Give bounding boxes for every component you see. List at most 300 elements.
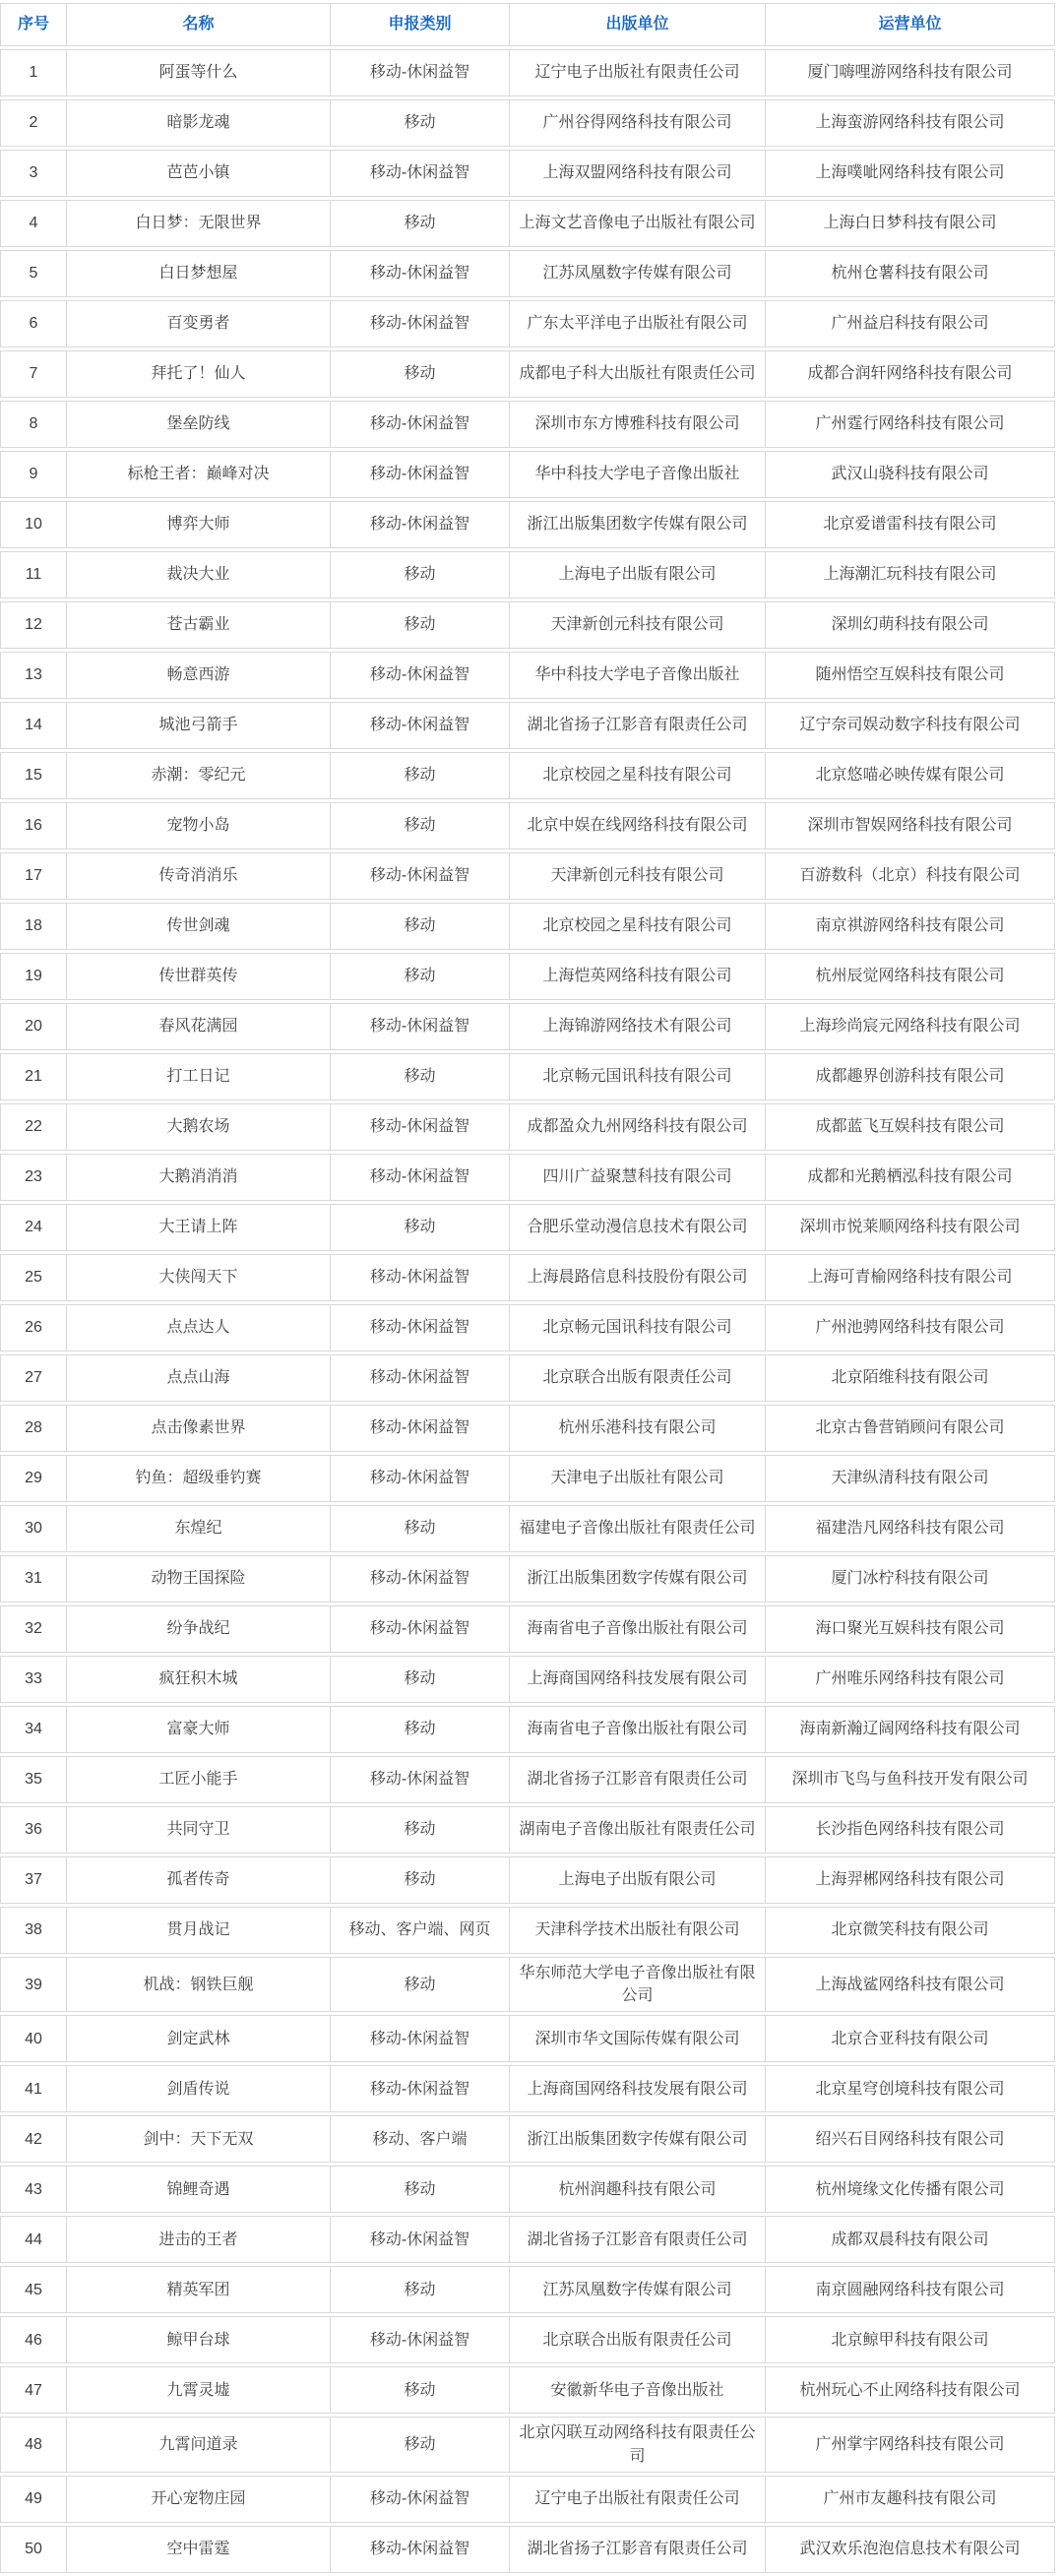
cell-publisher: 浙江出版集团数字传媒有限公司 [510,501,766,548]
cell-publisher: 四川广益聚慧科技有限公司 [510,1154,766,1201]
cell-category: 移动-休闲益智 [331,1555,510,1602]
col-header-publisher: 出版单位 [510,3,766,46]
cell-operator: 南京祺游网络科技有限公司 [766,903,1055,950]
cell-operator: 海口聚光互娱科技有限公司 [766,1605,1055,1653]
cell-category: 移动-休闲益智 [331,1154,510,1201]
cell-index: 10 [0,501,67,548]
cell-category: 移动-休闲益智 [331,652,510,699]
cell-publisher: 浙江出版集团数字传媒有限公司 [510,2115,766,2163]
cell-operator: 成都双晨科技有限公司 [766,2216,1055,2263]
cell-publisher: 北京联合出版有限责任公司 [510,1354,766,1402]
cell-operator: 广州掌宇网络科技有限公司 [766,2417,1055,2472]
cell-index: 21 [0,1053,67,1100]
cell-publisher: 成都盈众九州网络科技有限公司 [510,1103,766,1151]
cell-category: 移动-休闲益智 [331,2015,510,2062]
cell-index: 45 [0,2266,67,2313]
cell-operator: 武汉欢乐泡泡信息技术有限公司 [766,2526,1055,2573]
cell-index: 46 [0,2316,67,2363]
cell-publisher: 辽宁电子出版社有限责任公司 [510,49,766,96]
table-row [0,1806,1055,1853]
cell-category: 移动-休闲益智 [331,451,510,498]
cell-index: 16 [0,802,67,849]
cell-index: 12 [0,601,67,649]
cell-operator: 成都趣界创游科技有限公司 [766,1053,1055,1100]
cell-publisher: 北京畅元国讯科技有限公司 [510,1053,766,1100]
cell-category: 移动 [331,99,510,147]
cell-index: 40 [0,2015,67,2062]
cell-publisher: 天津新创元科技有限公司 [510,601,766,649]
table-row [0,1555,1055,1602]
cell-index: 5 [0,250,67,297]
cell-index: 28 [0,1405,67,1452]
cell-operator: 成都蓝飞互娱科技有限公司 [766,1103,1055,1151]
cell-name: 空中雷霆 [67,2526,331,2573]
table-row [0,2065,1055,2112]
cell-name: 锦鲤奇遇 [67,2166,331,2213]
cell-index: 20 [0,1003,67,1050]
cell-operator: 武汉山骁科技有限公司 [766,451,1055,498]
cell-name: 东煌纪 [67,1505,331,1552]
table-row [0,1856,1055,1904]
cell-operator: 杭州辰觉网络科技有限公司 [766,953,1055,1000]
cell-operator: 北京爱谱雷科技有限公司 [766,501,1055,548]
cell-index: 34 [0,1706,67,1753]
cell-publisher: 北京中娱在线网络科技有限公司 [510,802,766,849]
table-row [0,1254,1055,1301]
cell-publisher: 天津电子出版社有限公司 [510,1455,766,1502]
table-row [0,551,1055,598]
cell-operator: 广州唯乐网络科技有限公司 [766,1656,1055,1703]
table-row [0,350,1055,398]
cell-operator: 上海珍尚宸元网络科技有限公司 [766,1003,1055,1050]
cell-publisher: 上海双盟网络科技有限公司 [510,150,766,197]
cell-index: 47 [0,2366,67,2414]
table-row [0,1907,1055,1954]
cell-index: 26 [0,1304,67,1351]
cell-category: 移动-休闲益智 [331,1405,510,1452]
cell-publisher: 深圳市东方博雅科技有限公司 [510,401,766,448]
cell-category: 移动 [331,1706,510,1753]
cell-publisher: 上海恺英网络科技有限公司 [510,953,766,1000]
cell-publisher: 广州谷得网络科技有限公司 [510,99,766,147]
cell-index: 15 [0,752,67,799]
table-row [0,1204,1055,1251]
cell-operator: 广州市友趣科技有限公司 [766,2476,1055,2523]
cell-index: 13 [0,652,67,699]
table-row [0,300,1055,347]
cell-publisher: 湖北省扬子江影音有限责任公司 [510,1756,766,1803]
cell-operator: 北京微笑科技有限公司 [766,1907,1055,1954]
cell-category: 移动-休闲益智 [331,702,510,749]
cell-publisher: 上海电子出版有限公司 [510,551,766,598]
table-row [0,852,1055,900]
table-row [0,2115,1055,2163]
cell-operator: 上海噗呲网络科技有限公司 [766,150,1055,197]
cell-index: 32 [0,1605,67,1653]
cell-publisher: 杭州乐港科技有限公司 [510,1405,766,1452]
cell-operator: 深圳幻萌科技有限公司 [766,601,1055,649]
table-row [0,501,1055,548]
cell-category: 移动-休闲益智 [331,1103,510,1151]
cell-operator: 福建浩凡网络科技有限公司 [766,1505,1055,1552]
cell-name: 大鹅农场 [67,1103,331,1151]
cell-name: 点点达人 [67,1304,331,1351]
cell-operator: 厦门嗨哩游网络科技有限公司 [766,49,1055,96]
cell-operator: 广州霆行网络科技有限公司 [766,401,1055,448]
cell-name: 孤者传奇 [67,1856,331,1904]
table-row [0,1605,1055,1653]
cell-publisher: 上海商国网络科技发展有限公司 [510,2065,766,2112]
cell-category: 移动 [331,1505,510,1552]
cell-category: 移动 [331,1204,510,1251]
cell-index: 7 [0,350,67,398]
table-row [0,1957,1055,2012]
cell-operator: 上海可青榆网络科技有限公司 [766,1254,1055,1301]
cell-category: 移动-休闲益智 [331,1354,510,1402]
cell-index: 41 [0,2065,67,2112]
cell-name: 进击的王者 [67,2216,331,2263]
cell-publisher: 湖北省扬子江影音有限责任公司 [510,2526,766,2573]
cell-name: 机战：钢铁巨舰 [67,1957,331,2012]
cell-publisher: 福建电子音像出版社有限责任公司 [510,1505,766,1552]
cell-operator: 海南新瀚辽阔网络科技有限公司 [766,1706,1055,1753]
cell-index: 23 [0,1154,67,1201]
cell-name: 剑盾传说 [67,2065,331,2112]
cell-category: 移动 [331,601,510,649]
cell-category: 移动-休闲益智 [331,501,510,548]
cell-publisher: 江苏凤凰数字传媒有限公司 [510,250,766,297]
cell-name: 点点山海 [67,1354,331,1402]
cell-index: 14 [0,702,67,749]
cell-name: 鲸甲台球 [67,2316,331,2363]
cell-category: 移动 [331,1053,510,1100]
cell-name: 点击像素世界 [67,1405,331,1452]
table-row [0,652,1055,699]
table-row [0,451,1055,498]
cell-name: 传世群英传 [67,953,331,1000]
cell-publisher: 华中科技大学电子音像出版社 [510,451,766,498]
cell-publisher: 北京畅元国讯科技有限公司 [510,1304,766,1351]
table-row [0,2266,1055,2313]
table-row [0,752,1055,799]
cell-index: 44 [0,2216,67,2263]
table-row [0,200,1055,247]
cell-publisher: 上海电子出版有限公司 [510,1856,766,1904]
table-row [0,1103,1055,1151]
cell-name: 大鹅消消消 [67,1154,331,1201]
cell-category: 移动-休闲益智 [331,1756,510,1803]
cell-name: 剑定武林 [67,2015,331,2062]
table-row [0,401,1055,448]
col-header-index: 序号 [0,3,67,46]
cell-index: 50 [0,2526,67,2573]
cell-publisher: 浙江出版集团数字传媒有限公司 [510,1555,766,1602]
cell-operator: 上海白日梦科技有限公司 [766,200,1055,247]
cell-category: 移动-休闲益智 [331,1003,510,1050]
cell-operator: 上海潮汇玩科技有限公司 [766,551,1055,598]
cell-category: 移动 [331,903,510,950]
cell-name: 堡垒防线 [67,401,331,448]
cell-category: 移动-休闲益智 [331,49,510,96]
cell-name: 打工日记 [67,1053,331,1100]
cell-name: 芭芭小镇 [67,150,331,197]
cell-category: 移动-休闲益智 [331,1455,510,1502]
cell-category: 移动-休闲益智 [331,2065,510,2112]
cell-publisher: 杭州润趣科技有限公司 [510,2166,766,2213]
cell-category: 移动 [331,551,510,598]
cell-category: 移动-休闲益智 [331,250,510,297]
table-row [0,601,1055,649]
cell-index: 36 [0,1806,67,1853]
cell-category: 移动 [331,2166,510,2213]
cell-index: 27 [0,1354,67,1402]
cell-index: 25 [0,1254,67,1301]
cell-publisher: 成都电子科大出版社有限责任公司 [510,350,766,398]
cell-index: 17 [0,852,67,900]
cell-index: 6 [0,300,67,347]
cell-publisher: 华中科技大学电子音像出版社 [510,652,766,699]
cell-name: 拜托了！仙人 [67,350,331,398]
cell-operator: 成都合润轩网络科技有限公司 [766,350,1055,398]
cell-category: 移动-休闲益智 [331,1605,510,1653]
cell-category: 移动 [331,1957,510,2012]
cell-operator: 随州悟空互娱科技有限公司 [766,652,1055,699]
cell-category: 移动-休闲益智 [331,2316,510,2363]
cell-index: 48 [0,2417,67,2472]
cell-publisher: 江苏凤凰数字传媒有限公司 [510,2266,766,2313]
cell-name: 白日梦：无限世界 [67,200,331,247]
cell-name: 宠物小岛 [67,802,331,849]
cell-category: 移动 [331,1806,510,1853]
table-row [0,2417,1055,2472]
cell-publisher: 天津新创元科技有限公司 [510,852,766,900]
cell-operator: 杭州仓薯科技有限公司 [766,250,1055,297]
cell-category: 移动-休闲益智 [331,852,510,900]
cell-operator: 北京陌维科技有限公司 [766,1354,1055,1402]
cell-operator: 北京星穹创境科技有限公司 [766,2065,1055,2112]
cell-operator: 上海羿郴网络科技有限公司 [766,1856,1055,1904]
table-row [0,1405,1055,1452]
cell-name: 纷争战纪 [67,1605,331,1653]
cell-index: 35 [0,1756,67,1803]
cell-operator: 广州益启科技有限公司 [766,300,1055,347]
cell-operator: 绍兴石目网络科技有限公司 [766,2115,1055,2163]
table-row [0,1756,1055,1803]
table-row [0,2015,1055,2062]
table-row [0,2166,1055,2213]
cell-category: 移动 [331,802,510,849]
table-row [0,49,1055,96]
cell-index: 39 [0,1957,67,2012]
cell-name: 富豪大师 [67,1706,331,1753]
cell-name: 标枪王者：巅峰对决 [67,451,331,498]
cell-publisher: 上海锦游网络技术有限公司 [510,1003,766,1050]
cell-publisher: 北京联合出版有限责任公司 [510,2316,766,2363]
table-row [0,802,1055,849]
table-row [0,1706,1055,1753]
cell-index: 33 [0,1656,67,1703]
cell-publisher: 辽宁电子出版社有限责任公司 [510,2476,766,2523]
cell-index: 31 [0,1555,67,1602]
cell-category: 移动-休闲益智 [331,1254,510,1301]
cell-operator: 深圳市智娱网络科技有限公司 [766,802,1055,849]
cell-publisher: 海南省电子音像出版社有限公司 [510,1706,766,1753]
table-row [0,2216,1055,2263]
cell-category: 移动 [331,1656,510,1703]
cell-operator: 厦门冰柠科技有限公司 [766,1555,1055,1602]
cell-category: 移动-休闲益智 [331,1304,510,1351]
cell-name: 大侠闯天下 [67,1254,331,1301]
cell-index: 3 [0,150,67,197]
cell-publisher: 北京校园之星科技有限公司 [510,752,766,799]
cell-category: 移动-休闲益智 [331,300,510,347]
cell-name: 传奇消消乐 [67,852,331,900]
table-row [0,1304,1055,1351]
cell-publisher: 湖北省扬子江影音有限责任公司 [510,702,766,749]
cell-name: 城池弓箭手 [67,702,331,749]
table-row [0,1455,1055,1502]
cell-category: 移动-休闲益智 [331,2526,510,2573]
cell-name: 动物王国探险 [67,1555,331,1602]
cell-index: 22 [0,1103,67,1151]
cell-name: 疯狂积木城 [67,1656,331,1703]
cell-publisher: 上海晨路信息科技股份有限公司 [510,1254,766,1301]
table-row [0,2476,1055,2523]
cell-index: 19 [0,953,67,1000]
cell-operator: 南京圆融网络科技有限公司 [766,2266,1055,2313]
table-header [0,3,1055,46]
cell-publisher: 合肥乐堂动漫信息技术有限公司 [510,1204,766,1251]
cell-operator: 北京古鲁营销顾问有限公司 [766,1405,1055,1452]
cell-name: 九霄灵墟 [67,2366,331,2414]
cell-index: 24 [0,1204,67,1251]
table-row [0,1003,1055,1050]
cell-index: 11 [0,551,67,598]
cell-category: 移动、客户端、网页 [331,1907,510,1954]
cell-category: 移动 [331,752,510,799]
cell-name: 博弈大师 [67,501,331,548]
cell-name: 共同守卫 [67,1806,331,1853]
cell-publisher: 深圳市华文国际传媒有限公司 [510,2015,766,2062]
cell-category: 移动 [331,2366,510,2414]
cell-operator: 北京悠喵必映传媒有限公司 [766,752,1055,799]
cell-publisher: 湖北省扬子江影音有限责任公司 [510,2216,766,2263]
cell-category: 移动-休闲益智 [331,2216,510,2263]
table-row [0,150,1055,197]
cell-name: 苍古霸业 [67,601,331,649]
cell-index: 4 [0,200,67,247]
cell-index: 49 [0,2476,67,2523]
cell-publisher: 北京校园之星科技有限公司 [510,903,766,950]
table-row [0,1505,1055,1552]
cell-category: 移动-休闲益智 [331,150,510,197]
cell-name: 暗影龙魂 [67,99,331,147]
cell-index: 2 [0,99,67,147]
cell-index: 29 [0,1455,67,1502]
table-row [0,1354,1055,1402]
table-row [0,1053,1055,1100]
cell-operator: 百游数科（北京）科技有限公司 [766,852,1055,900]
cell-operator: 长沙指色网络科技有限公司 [766,1806,1055,1853]
table-row [0,953,1055,1000]
cell-publisher: 海南省电子音像出版社有限公司 [510,1605,766,1653]
cell-name: 百变勇者 [67,300,331,347]
cell-index: 8 [0,401,67,448]
cell-name: 钓鱼：超级垂钓赛 [67,1455,331,1502]
cell-publisher: 广东太平洋电子出版社有限公司 [510,300,766,347]
table-row [0,1656,1055,1703]
cell-publisher: 安徽新华电子音像出版社 [510,2366,766,2414]
cell-operator: 北京鲸甲科技有限公司 [766,2316,1055,2363]
cell-category: 移动 [331,350,510,398]
cell-operator: 辽宁奈司娱动数字科技有限公司 [766,702,1055,749]
cell-name: 精英军团 [67,2266,331,2313]
cell-publisher: 华东师范大学电子音像出版社有限公司 [510,1957,766,2012]
cell-name: 工匠小能手 [67,1756,331,1803]
cell-index: 43 [0,2166,67,2213]
cell-index: 18 [0,903,67,950]
col-header-category: 申报类别 [331,3,510,46]
cell-publisher: 北京闪联互动网络科技有限责任公司 [510,2417,766,2472]
cell-publisher: 上海文艺音像电子出版社有限公司 [510,200,766,247]
table-row [0,2316,1055,2363]
cell-category: 移动 [331,2266,510,2313]
table-row [0,1154,1055,1201]
cell-index: 37 [0,1856,67,1904]
cell-operator: 上海蛮游网络科技有限公司 [766,99,1055,147]
cell-operator: 成都和光鹅栖泓科技有限公司 [766,1154,1055,1201]
cell-category: 移动 [331,2417,510,2472]
cell-name: 白日梦想屋 [67,250,331,297]
cell-name: 畅意西游 [67,652,331,699]
cell-publisher: 湖南电子音像出版社有限责任公司 [510,1806,766,1853]
cell-name: 赤潮：零纪元 [67,752,331,799]
cell-category: 移动 [331,1856,510,1904]
cell-category: 移动-休闲益智 [331,2476,510,2523]
cell-operator: 北京合亚科技有限公司 [766,2015,1055,2062]
table-body [0,49,1055,2573]
table-row [0,250,1055,297]
table-row [0,903,1055,950]
cell-name: 开心宠物庄园 [67,2476,331,2523]
cell-index: 30 [0,1505,67,1552]
cell-publisher: 上海商国网络科技发展有限公司 [510,1656,766,1703]
cell-name: 九霄问道录 [67,2417,331,2472]
cell-name: 大王请上阵 [67,1204,331,1251]
table-row [0,99,1055,147]
cell-operator: 杭州境缘文化传播有限公司 [766,2166,1055,2213]
header-row [0,3,1055,46]
cell-category: 移动、客户端 [331,2115,510,2163]
cell-name: 剑中：天下无双 [67,2115,331,2163]
cell-index: 9 [0,451,67,498]
cell-index: 1 [0,49,67,96]
cell-operator: 杭州玩心不止网络科技有限公司 [766,2366,1055,2414]
cell-name: 阿蛋等什么 [67,49,331,96]
cell-category: 移动 [331,200,510,247]
cell-name: 贯月战记 [67,1907,331,1954]
cell-name: 传世剑魂 [67,903,331,950]
table-row [0,702,1055,749]
table-row [0,2526,1055,2573]
cell-name: 春风花满园 [67,1003,331,1050]
cell-name: 裁决大业 [67,551,331,598]
cell-index: 42 [0,2115,67,2163]
table-row [0,2366,1055,2414]
cell-operator: 深圳市悦莱顺网络科技有限公司 [766,1204,1055,1251]
cell-operator: 上海战鲨网络科技有限公司 [766,1957,1055,2012]
cell-index: 38 [0,1907,67,1954]
